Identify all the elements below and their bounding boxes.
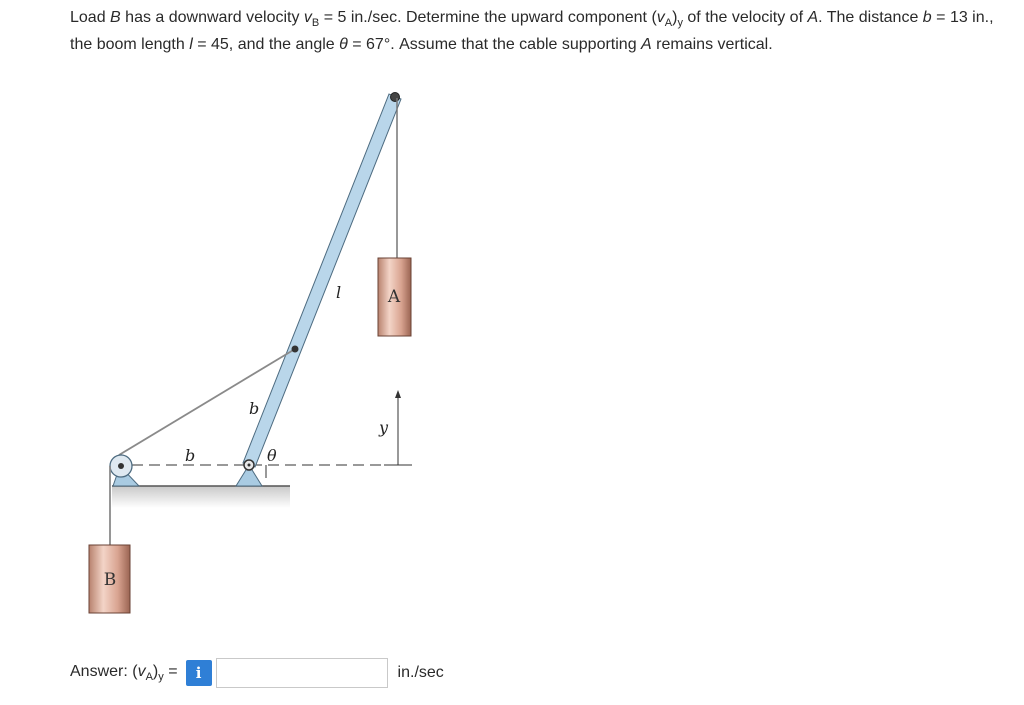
boom-tip-pulley [391, 93, 400, 102]
answer-input[interactable] [216, 658, 388, 688]
label-boom-length: l [336, 283, 342, 302]
label-b-upper: b [249, 399, 260, 418]
problem-statement: Load B has a downward velocity $v_B = 5$ in./sec. Determine the upward component $(v_A)_y$ of the velocity of A. The distance b = 13 in., the boom length l = 45, and the angle θ = 67°. Assume that the cable supporting A remains vertical. [70, 9, 994, 54]
answer-label: Answer: $(v_A)_y$ = [70, 662, 178, 684]
y-arrowhead [395, 390, 401, 398]
boom-pin-center [248, 464, 251, 467]
cable-attachment-point [292, 346, 299, 353]
block-B-label: B [103, 570, 117, 590]
left-pulley-hub [118, 463, 124, 469]
answer-unit: in./sec [397, 664, 444, 681]
boom [243, 94, 401, 467]
info-icon[interactable]: i [186, 660, 212, 686]
label-y: y [379, 418, 389, 437]
label-theta: θ [267, 446, 277, 465]
answer-row [70, 656, 444, 690]
ground-shading [112, 486, 290, 508]
block-A-label: A [387, 287, 401, 307]
label-b-lower: b [185, 446, 196, 465]
